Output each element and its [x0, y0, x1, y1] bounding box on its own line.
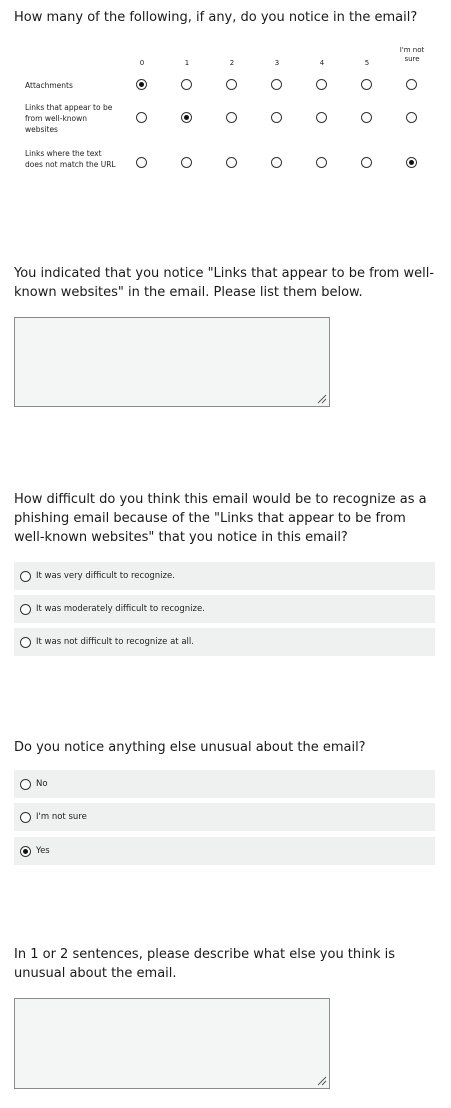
radio-mismatched-links-1[interactable] [181, 157, 192, 168]
radio-well-known-links-1[interactable] [181, 112, 192, 123]
radio-well-known-links-not-sure[interactable] [406, 112, 417, 123]
radio-attachments-1[interactable] [181, 79, 192, 90]
question-2-text: You indicated that you notice "Links that appear to be from well-known websites" in the email. Please list them below. [14, 266, 435, 300]
choice-label: Yes [36, 846, 50, 856]
matrix-col-header-4: 4 [319, 59, 325, 67]
radio-mismatched-links-4[interactable] [316, 157, 327, 168]
choice-moderately-difficult[interactable] [14, 595, 435, 623]
matrix-col-header-2: 2 [229, 59, 235, 67]
choice-yes[interactable] [14, 837, 435, 865]
matrix-row-label: Links where the text does not match the URL [25, 149, 116, 169]
matrix-col-header-5: 5 [364, 59, 370, 67]
radio-not-sure[interactable] [20, 812, 31, 823]
radio-well-known-links-5[interactable] [361, 112, 372, 123]
radio-yes[interactable] [20, 846, 31, 857]
question-3-text: How difficult do you think this email would be to recognize as a phishing email because of the "Links that appear to be from well-known websites" that you notice in this email? [14, 492, 427, 545]
matrix-row-label: Links that appear to be from well-known websites [25, 103, 113, 134]
radio-attachments-5[interactable] [361, 79, 372, 90]
choice-label: It was not difficult to recognize at all. [36, 637, 194, 647]
radio-no[interactable] [20, 779, 31, 790]
radio-well-known-links-4[interactable] [316, 112, 327, 123]
radio-mismatched-links-3[interactable] [271, 157, 282, 168]
radio-moderately-difficult[interactable] [20, 604, 31, 615]
resize-grip-icon[interactable] [317, 394, 327, 404]
radio-attachments-3[interactable] [271, 79, 282, 90]
choice-not-difficult[interactable] [14, 628, 435, 656]
radio-well-known-links-3[interactable] [271, 112, 282, 123]
question-5-text: In 1 or 2 sentences, please describe what else you think is unusual about the email. [14, 947, 396, 981]
choice-no[interactable] [14, 770, 435, 798]
question-4-text: Do you notice anything else unusual about the email? [14, 740, 366, 755]
choice-not-sure[interactable] [14, 803, 435, 831]
matrix-col-header-3: 3 [274, 59, 280, 67]
matrix-col-header-1: 1 [184, 59, 190, 67]
radio-well-known-links-0[interactable] [136, 112, 147, 123]
radio-mismatched-links-0[interactable] [136, 157, 147, 168]
radio-not-difficult[interactable] [20, 637, 31, 648]
radio-very-difficult[interactable] [20, 571, 31, 582]
question-1-text: How many of the following, if any, do you notice in the email? [14, 10, 418, 25]
radio-mismatched-links-5[interactable] [361, 157, 372, 168]
radio-mismatched-links-2[interactable] [226, 157, 237, 168]
unusual-description-textarea[interactable] [14, 998, 330, 1089]
matrix-row-label: Attachments [25, 81, 73, 90]
radio-mismatched-links-not-sure[interactable] [406, 157, 417, 168]
radio-well-known-links-2[interactable] [226, 112, 237, 123]
radio-attachments-0[interactable] [136, 79, 147, 90]
choice-very-difficult[interactable] [14, 562, 435, 590]
radio-attachments-2[interactable] [226, 79, 237, 90]
radio-attachments-4[interactable] [316, 79, 327, 90]
radio-attachments-not-sure[interactable] [406, 79, 417, 90]
choice-label: I'm not sure [36, 812, 87, 822]
choice-label: No [36, 779, 48, 789]
matrix-col-header-0: 0 [139, 59, 145, 67]
well-known-links-textarea[interactable] [14, 317, 330, 407]
choice-label: It was moderately difficult to recognize. [36, 604, 205, 614]
resize-grip-icon[interactable] [317, 1076, 327, 1086]
matrix-col-header-not-sure: I'm not sure [399, 46, 425, 63]
choice-label: It was very difficult to recognize. [36, 571, 175, 581]
